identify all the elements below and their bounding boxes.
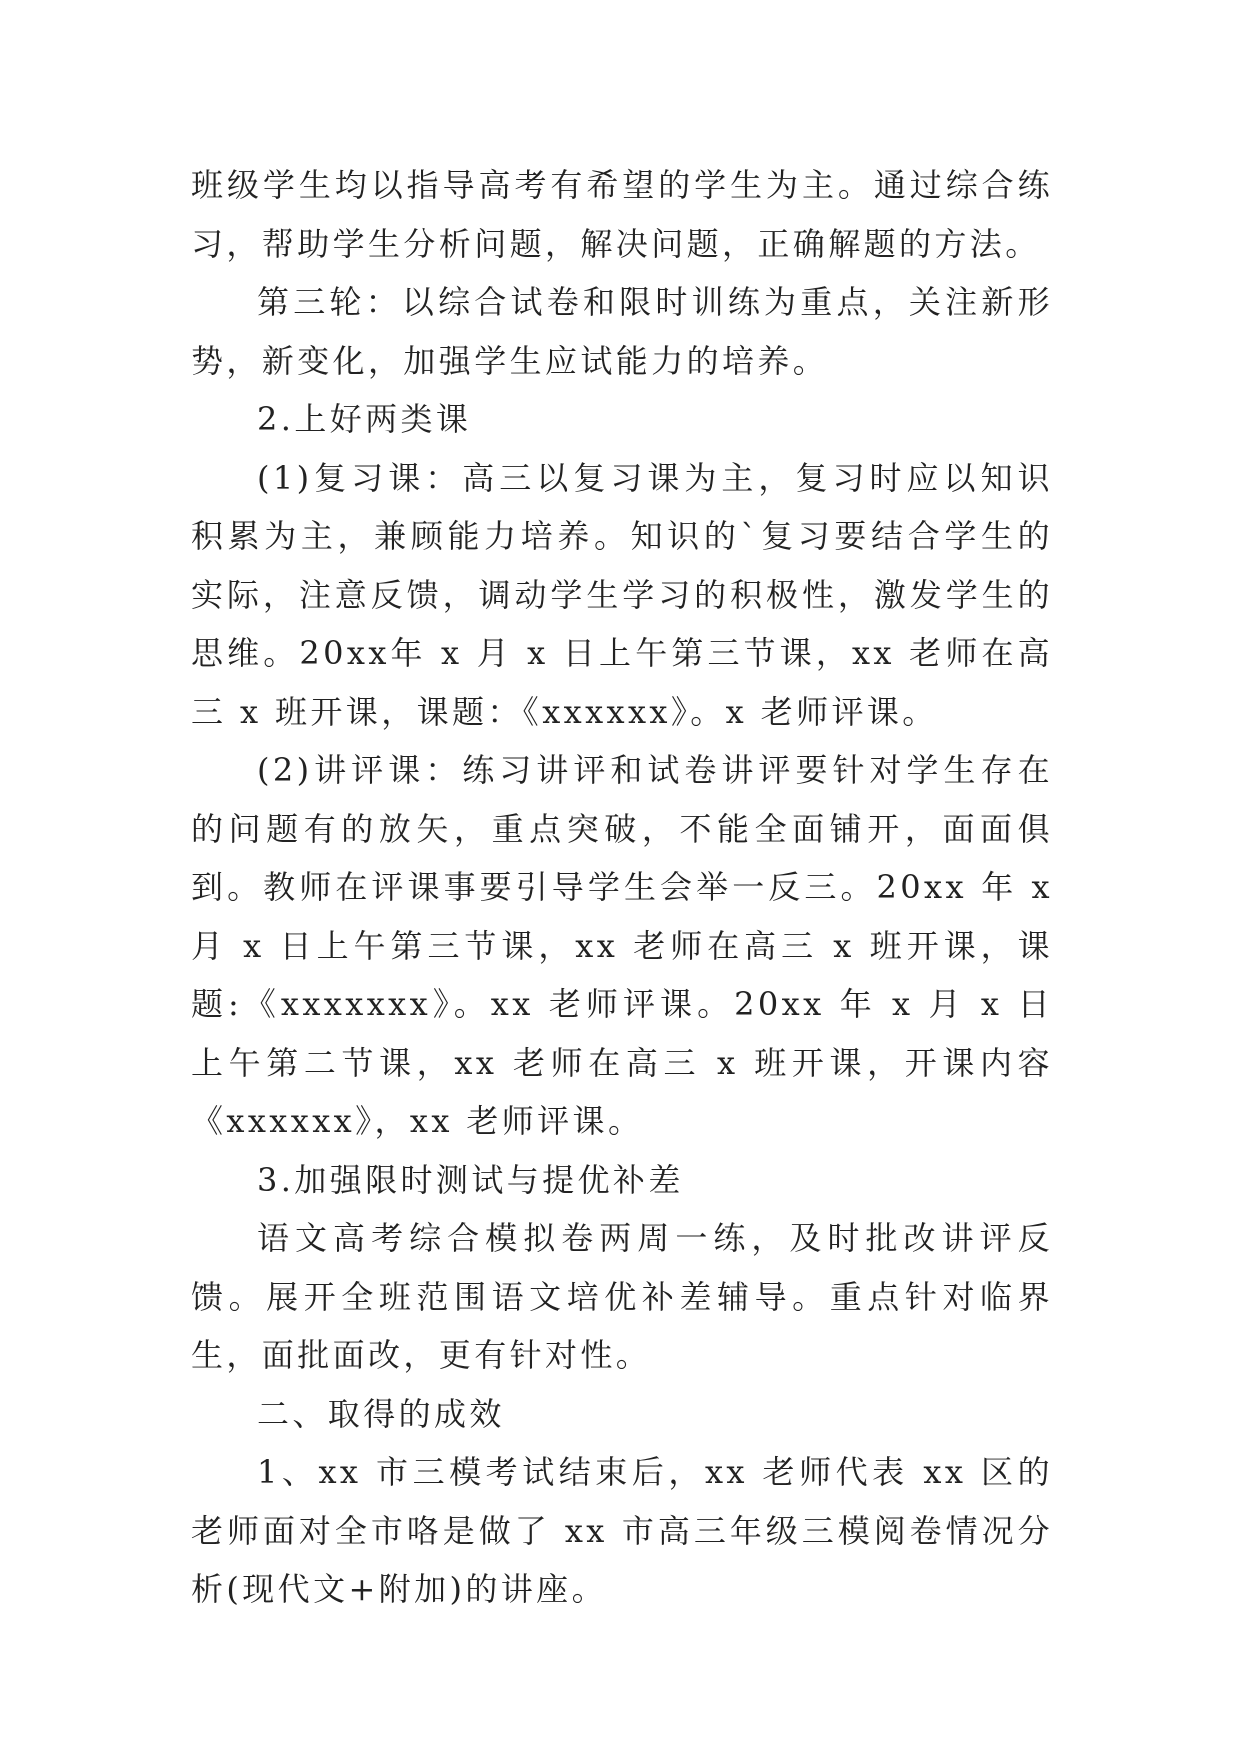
section-heading-timed-tests: 3.加强限时测试与提优补差	[257, 1160, 684, 1199]
paragraph-review-lessons: (1)复习课：高三以复习课为主，复习时应以知识积累为主，兼顾能力培养。知识的`复习要结合学生的实际，注意反馈，调动学生学习的积极性，激发学生的思维。20xx年 x 月 x 日上午第三节课，xx 老师在高三 x 班开课，课题：《xxxxxx》。x 老师评课。	[191, 458, 1053, 731]
paragraph-2: 第三轮：以综合试卷和限时训练为重点，关注新形势，新变化，加强学生应试能力的培养。	[191, 283, 1053, 380]
document-body	[191, 156, 1053, 1619]
paragraph-mock-exams: 语文高考综合模拟卷两周一练，及时批改讲评反馈。展开全班范围语文培优补差辅导。重点针对临界生，面批面改，更有针对性。	[191, 1219, 1053, 1374]
paragraph-achievement-1: 1、xx 市三模考试结束后，xx 老师代表 xx 区的老师面对全市咯是做了 xx 市高三年级三模阅卷情况分析(现代文+附加)的讲座。	[191, 1453, 1053, 1608]
section-heading-achievements: 二、取得的成效	[257, 1394, 505, 1433]
paragraph-1: 班级学生均以指导高考有希望的学生为主。通过综合练习，帮助学生分析问题，解决问题，正确解题的方法。	[191, 166, 1053, 263]
paragraph-commentary-lessons: (2)讲评课：练习讲评和试卷讲评要针对学生存在的问题有的放矢，重点突破，不能全面铺开，面面俱到。教师在评课事要引导学生会举一反三。20xx 年 x 月 x 日上午第三节课，xx 老师在高三 x 班开课，课题:《xxxxxxx》。xx 老师评课。20xx 年 x 月 x 日上午第二节课，xx 老师在高三 x 班开课，开课内容《xxxxxx》，xx 老师评课。	[191, 751, 1053, 1140]
section-heading-two-types-of-lessons: 2.上好两类课	[257, 400, 472, 438]
